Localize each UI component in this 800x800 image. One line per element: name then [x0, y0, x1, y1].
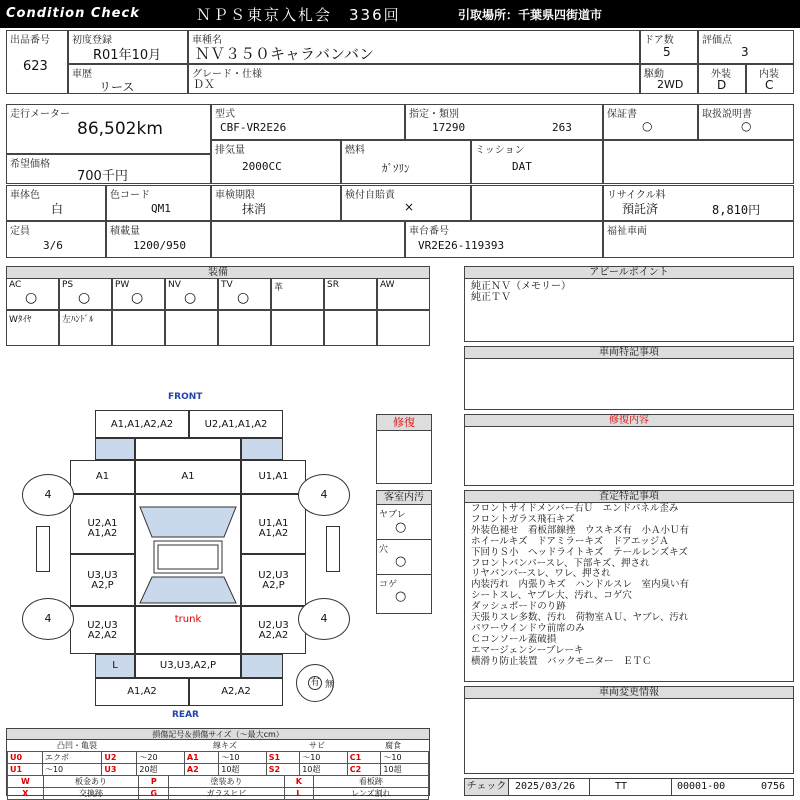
right-mirror [326, 526, 340, 572]
fuel: ｶﾞｿﾘﾝ [382, 162, 410, 175]
repair-label: 修復 [377, 415, 431, 431]
check-date: 2025/03/26 [515, 781, 576, 792]
legend-desc: 〜10 [219, 752, 267, 764]
appeal-panel [464, 266, 794, 342]
legend-desc: 10超 [300, 764, 348, 776]
capacity: 3/6 [43, 239, 63, 252]
capacity-cell: 定員 3/6 [6, 221, 106, 258]
appeal-line-1: 純正ＮＶ（メモリー） [471, 281, 571, 292]
mark-desc: ガラスヒビ [169, 788, 285, 800]
history-cell: 車歴 リース [68, 64, 188, 94]
inspection-note-line: 内装汚れ 内張りキズ ハンドルスレ 室内臭い有 [471, 579, 690, 591]
auction-name: ＮＰＳ東京入札会 336回 [196, 6, 401, 24]
rear-gate: U3,U3,A2,P [135, 654, 241, 678]
grade-cell: グレード・仕様 ＤＸ [188, 64, 640, 94]
chassis-cell: 車台番号 VR2E26-119393 [405, 221, 603, 258]
equip-革 [271, 278, 324, 310]
left-rear-quarter: U2,U3 A2,A2 [70, 606, 135, 654]
mark-desc: レンズ割れ [313, 788, 428, 800]
interior-hole-mark: ○ [395, 554, 407, 569]
inspection-cell: 車検期限 抹消 [211, 185, 341, 221]
exterior-grade: D [717, 78, 727, 92]
type-cell: 型式 CBF-VR2E26 [211, 104, 405, 140]
right-rear-door: U2,U3 A2,P [241, 554, 306, 606]
drive: 2WD [657, 78, 684, 91]
interior-dirt-title: 客室内汚 [377, 491, 431, 505]
right-rear-quarter: U2,U3 A2,A2 [241, 606, 306, 654]
repair-box [376, 414, 432, 484]
equip-empty-b [165, 310, 218, 346]
marks-row [8, 776, 429, 788]
equip-empty-d [271, 310, 324, 346]
rear-bumper-left: A1,A2 [95, 678, 189, 706]
tire-front-right: 4 [298, 474, 350, 516]
legend-row [8, 752, 429, 764]
equip-label: 革 [274, 283, 284, 293]
legend-table [7, 751, 429, 776]
manual-cell: 取扱説明書 ○ [698, 104, 794, 140]
empty-cell-3 [211, 221, 405, 258]
model-name-cell: 車種名 ＮＶ３５０キャラバンバン [188, 30, 640, 64]
left-front-door: U2,A1 A1,A2 [70, 494, 135, 554]
fuel-cell: 燃料 ｶﾞｿﾘﾝ [341, 140, 471, 184]
interior-tear-mark: ○ [395, 520, 407, 535]
inspection-notes-title: 査定特記事項 [465, 491, 793, 503]
equip-empty-e [324, 310, 377, 346]
price: 700千円 [77, 169, 128, 184]
tire-rear-right: 4 [298, 598, 350, 640]
damage-legend [6, 728, 430, 796]
inspection-note-line: 外装色褪せ 看板部線挫 ウスキズ有 小Ａ小Ｕ有 [471, 524, 690, 536]
spare-no: 無 [325, 680, 335, 690]
front-center [135, 438, 241, 460]
left-mirror [36, 526, 50, 572]
color-code-cell: 色コード QM1 [106, 185, 211, 221]
chassis-number: VR2E26-119393 [418, 239, 505, 252]
check-code: 00001-00 [677, 781, 726, 792]
legend-desc: エクボ [42, 752, 101, 764]
legend-code: U2 [102, 752, 137, 764]
header-bar [0, 0, 800, 28]
mark-code: W [8, 776, 44, 788]
legend-code: S1 [266, 752, 299, 764]
equip-mark: ○ [25, 290, 38, 306]
displacement-cell: 排気量 2000CC [211, 140, 341, 184]
equip-label: PW [115, 280, 130, 290]
legend-desc: 〜10 [381, 752, 429, 764]
right-front-fender: U1,A1 [241, 460, 306, 494]
pickup-location: 引取場所：千葉県四街道市 [458, 8, 603, 22]
equip-mark: ○ [237, 290, 250, 306]
mark-code: K [284, 776, 313, 788]
inspection-note-line: ホイールキズ ドアミラーキズ ドアエッジＡ [471, 535, 669, 547]
legend-desc: 20超 [137, 764, 185, 776]
equip-empty-a [112, 310, 165, 346]
trunk: trunk [135, 606, 241, 654]
equip-empty-c [218, 310, 271, 346]
inspection-note-line: パワーウインドウ前席のみ [471, 622, 585, 634]
inspection: 抹消 [242, 202, 267, 216]
interior-grade: C [765, 78, 774, 92]
inspection-note-line: リヤバンパースレ、ワレ、押され [471, 568, 611, 580]
history: リース [99, 80, 135, 94]
check-inspector: TT [615, 781, 628, 792]
equip-mark: ○ [131, 290, 144, 306]
equip-label: AW [380, 280, 395, 290]
manual-mark: ○ [741, 119, 752, 133]
equip-aw [377, 278, 430, 310]
right-front-door: U1,A1 A1,A2 [241, 494, 306, 554]
model-type: CBF-VR2E26 [220, 121, 287, 134]
rating: 3 [741, 45, 749, 59]
mark-code: L [284, 788, 313, 800]
mark-desc: 交換跡 [43, 788, 139, 800]
equip-lhd: 左ﾊﾝﾄﾞﾙ [59, 310, 112, 346]
equip-ac [6, 278, 59, 310]
cabin-glass-icon [136, 495, 240, 605]
equip-sr [324, 278, 377, 310]
check-row [464, 778, 794, 796]
color-code: QM1 [151, 202, 171, 215]
inspection-note-line: エマージェンシーブレーキ [471, 644, 584, 656]
legend-code: A2 [184, 764, 218, 776]
category: 263 [552, 121, 572, 134]
legend-code: U3 [102, 764, 137, 776]
front-left-corner [95, 438, 135, 460]
interior-burn-mark: ○ [395, 589, 407, 604]
tire-rear-left: 4 [22, 598, 74, 640]
legend-desc: 10超 [219, 764, 267, 776]
interior-burn-label: コゲ [379, 580, 398, 590]
equip-tv [218, 278, 271, 310]
legend-desc: 〜10 [300, 752, 348, 764]
legend-code: C1 [347, 752, 381, 764]
check-label: チェック [465, 779, 509, 795]
interior-tear-label: ヤブレ [379, 510, 406, 520]
inspection-note-line: 下回りＳ小 ヘッドライトキズ テールレンズキズ [471, 546, 688, 558]
left-rear-door: U3,U3 A2,P [70, 554, 135, 606]
designation: 17290 [432, 121, 466, 134]
mileage-cell: 走行メーター 86,502km [6, 104, 211, 154]
grade: ＤＸ [193, 78, 215, 91]
inspection-note-line: フロントバンパースレ、下部キズ、押され [471, 557, 650, 569]
recycle-cell: リサイクル料 預託済 8,810円 [603, 185, 794, 221]
inspection-notes-panel [464, 490, 794, 682]
legend-desc: 〜10 [42, 764, 101, 776]
interior-dirt-box [376, 490, 432, 614]
change-info-panel [464, 686, 794, 774]
inspection-notes-lines [471, 504, 689, 668]
legend-code: C2 [347, 764, 381, 776]
inspection-note-line: Ｃコンソール蓋破損 [471, 633, 557, 645]
legend-row [8, 764, 429, 776]
mark-code: G [139, 788, 169, 800]
rear-label: REAR [172, 710, 199, 720]
interior-hole-label: 穴 [379, 545, 389, 555]
equip-label: PS [62, 280, 74, 290]
recycle-fee: 8,810円 [712, 203, 761, 217]
legend-code: S2 [266, 764, 299, 776]
rating-cell: 評価点 3 [698, 30, 794, 64]
load-capacity: 1200/950 [133, 239, 186, 252]
empty-cell-1 [603, 140, 794, 184]
inspection-note-line: 天張りスレ多数、汚れ 荷物室ＡＵ、ヤブレ、汚れ [471, 612, 689, 624]
mark-code: P [139, 776, 169, 788]
appeal-line-2: 純正ＴＶ [471, 292, 511, 303]
body-color: 白 [51, 202, 64, 216]
left-front-fender: A1 [70, 460, 135, 494]
transmission: DAT [512, 160, 532, 173]
rear-left-corner: L [95, 654, 135, 678]
inspection-note-line: シートスレ、ヤブレ大、汚れ、コゲ穴 [471, 590, 632, 602]
doors-cell: ドア数 5 [640, 30, 698, 64]
marks-table [7, 775, 429, 800]
repair-content-panel [464, 414, 794, 486]
transmission-cell: ミッション DAT [471, 140, 603, 184]
warranty-mark: ○ [642, 119, 653, 133]
designation-cell: 指定・類別 17290 263 [405, 104, 603, 140]
sheet-title: Condition Check [6, 6, 140, 21]
lot-number: 623 [23, 59, 48, 74]
displacement: 2000CC [242, 160, 282, 173]
load-cell: 積載量 1200/950 [106, 221, 211, 258]
equip-label: SR [327, 280, 339, 290]
marks-row [8, 788, 429, 800]
liability: × [404, 200, 415, 214]
mileage: 86,502km [77, 119, 163, 139]
equip-mark: ○ [78, 290, 91, 306]
appeal-title: アピールポイント [465, 267, 793, 279]
hood: A1 [135, 460, 241, 494]
repair-content-title: 修復内容 [465, 415, 793, 427]
drive-cell: 駆動 2WD [640, 64, 698, 94]
model-name: ＮＶ３５０キャラバンバン [195, 45, 374, 63]
rear-bumper-right: A2,A2 [189, 678, 283, 706]
front-right-corner [241, 438, 283, 460]
equip-label: TV [221, 280, 233, 290]
first-reg-cell: 初度登録 R01年10月 [68, 30, 188, 64]
equip-label: AC [9, 280, 22, 290]
equip-ps [59, 278, 112, 310]
legend-code: A1 [184, 752, 218, 764]
inspection-note-line: 横滑り防止装置 バックモニター ＥＴＣ [471, 655, 652, 667]
equip-nv [165, 278, 218, 310]
mark-desc: 板金あり [43, 776, 139, 788]
doors: 5 [663, 45, 671, 59]
special-notes-title: 車両特記事項 [465, 347, 793, 359]
inspection-note-line: フロントガラス飛石キズ [471, 513, 575, 525]
equip-empty-f [377, 310, 430, 346]
legend-desc: 10超 [381, 764, 429, 776]
front-bumper-left: A1,A1,A2,A2 [95, 410, 189, 438]
liability-cell: 検付自賠責 × [341, 185, 471, 221]
interior-cell: 内装 C [746, 64, 794, 94]
empty-cell-2 [471, 185, 603, 221]
front-bumper-right: U2,A1,A1,A2 [189, 410, 283, 438]
recycle-status: 預託済 [622, 202, 659, 216]
cabin [135, 494, 241, 606]
spare-yes: 有 [308, 676, 322, 690]
front-label: FRONT [168, 392, 203, 402]
legend-desc: 〜20 [137, 752, 185, 764]
legend-title: 損傷記号＆損傷サイズ（〜最大cm） [7, 729, 429, 740]
legend-groups: 凸凹・亀裂 線キズ サビ 腐食 [57, 741, 401, 750]
price-cell: 希望価格 700千円 [6, 154, 211, 184]
body-color-cell: 車体色 白 [6, 185, 106, 221]
legend-code: U0 [8, 752, 43, 764]
change-info-title: 車両変更情報 [465, 687, 793, 699]
equip-label: NV [168, 280, 181, 290]
exterior-cell: 外装 D [698, 64, 746, 94]
warranty-cell: 保証書 ○ [603, 104, 698, 140]
equip-pw [112, 278, 165, 310]
welfare-cell: 福祉車両 [603, 221, 794, 258]
first-reg: R01年10月 [93, 48, 162, 63]
mark-code: X [8, 788, 44, 800]
legend-code: U1 [8, 764, 43, 776]
inspection-note-line: ダッシュボードのり跡 [471, 601, 566, 613]
lot-number-cell: 出品番号 623 [6, 30, 68, 94]
inspection-note-line: フロントサイドメンバー右Ｕ エンドパネル歪み [471, 503, 679, 514]
check-num: 0756 [761, 781, 786, 792]
rear-right-corner [241, 654, 283, 678]
equip-mark: ○ [184, 290, 197, 306]
equip-wtire: Wﾀｲﾔ [6, 310, 59, 346]
mark-desc: 塗装あり [169, 776, 285, 788]
mark-desc: 看板跡 [313, 776, 428, 788]
equipment-title: 装備 [7, 267, 429, 279]
tire-front-left: 4 [22, 474, 74, 516]
special-notes-panel [464, 346, 794, 410]
